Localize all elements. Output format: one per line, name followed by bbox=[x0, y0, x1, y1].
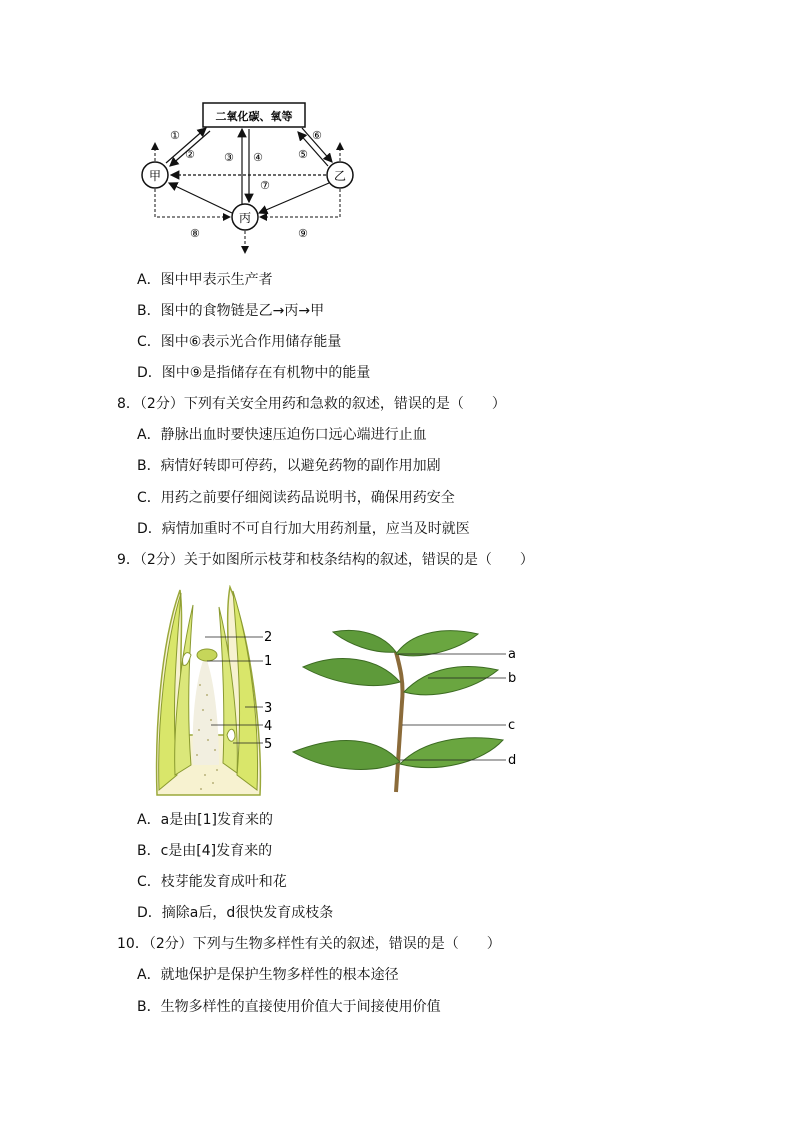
q9-option-a: A．a是由[1]发育来的 bbox=[137, 812, 273, 828]
bud-label-5: 5 bbox=[264, 737, 273, 752]
q10-option-a: A．就地保护是保护生物多样性的根本途径 bbox=[137, 967, 399, 983]
svg-text:②: ② bbox=[185, 148, 195, 161]
bud-section-figure bbox=[145, 585, 285, 797]
node-jia-label: 甲 bbox=[148, 169, 162, 183]
q8-option-d: D．病情加重时不可自行加大用药剂量，应当及时就医 bbox=[137, 521, 470, 537]
branch-label-d: d bbox=[508, 753, 517, 768]
branch-figure bbox=[288, 622, 528, 797]
bud-label-1: 1 bbox=[264, 654, 273, 669]
arrow-8 bbox=[155, 189, 230, 217]
svg-text:⑦: ⑦ bbox=[260, 179, 270, 192]
q9-stem: 9．（2分）关于如图所示枝芽和枝条结构的叙述，错误的是（ ） bbox=[117, 552, 534, 568]
svg-text:③: ③ bbox=[224, 151, 234, 164]
svg-text:⑨: ⑨ bbox=[298, 227, 308, 240]
q7-option-d: D．图中⑨是指储存在有机物中的能量 bbox=[137, 365, 371, 381]
q8-option-c: C．用药之前要仔细阅读药品说明书，确保用药安全 bbox=[137, 490, 455, 506]
q8-option-a: A．静脉出血时要快速压迫伤口远心端进行止血 bbox=[137, 427, 427, 443]
svg-text:⑧: ⑧ bbox=[190, 227, 200, 240]
q10-stem: 10．（2分）下列与生物多样性有关的叙述，错误的是（ ） bbox=[117, 936, 501, 952]
bud-label-3: 3 bbox=[264, 701, 273, 716]
q7-option-a: A．图中甲表示生产者 bbox=[137, 272, 273, 288]
branch-label-a: a bbox=[508, 647, 516, 662]
svg-text:④: ④ bbox=[253, 151, 263, 164]
gas-box-label: 二氧化碳、氧等 bbox=[215, 110, 293, 123]
svg-text:⑤: ⑤ bbox=[298, 148, 308, 161]
q9-option-c: C．枝芽能发育成叶和花 bbox=[137, 874, 287, 890]
q10-option-b: B．生物多样性的直接使用价值大于间接使用价值 bbox=[137, 999, 441, 1015]
q7-option-b: B．图中的食物链是乙→丙→甲 bbox=[137, 303, 325, 319]
bud-label-2: 2 bbox=[264, 630, 273, 645]
node-yi-label: 乙 bbox=[333, 169, 347, 183]
q8-option-b: B．病情好转即可停药，以避免药物的副作用加剧 bbox=[137, 458, 441, 474]
branch-label-c: c bbox=[508, 718, 516, 733]
svg-text:①: ① bbox=[170, 129, 180, 142]
node-bing-label: 丙 bbox=[238, 211, 252, 225]
carbon-cycle-diagram bbox=[140, 95, 370, 265]
q9-option-d: D．摘除a后，d很快发育成枝条 bbox=[137, 905, 334, 921]
svg-text:⑥: ⑥ bbox=[312, 129, 322, 142]
q9-option-b: B．c是由[4]发育来的 bbox=[137, 843, 273, 859]
q8-stem: 8．（2分）下列有关安全用药和急救的叙述，错误的是（ ） bbox=[117, 396, 506, 412]
branch-label-b: b bbox=[508, 671, 517, 686]
arrow-bing-jia bbox=[169, 183, 232, 213]
arrow-9 bbox=[260, 189, 340, 217]
bud-label-4: 4 bbox=[264, 719, 273, 734]
q7-option-c: C．图中⑥表示光合作用储存能量 bbox=[137, 334, 342, 350]
